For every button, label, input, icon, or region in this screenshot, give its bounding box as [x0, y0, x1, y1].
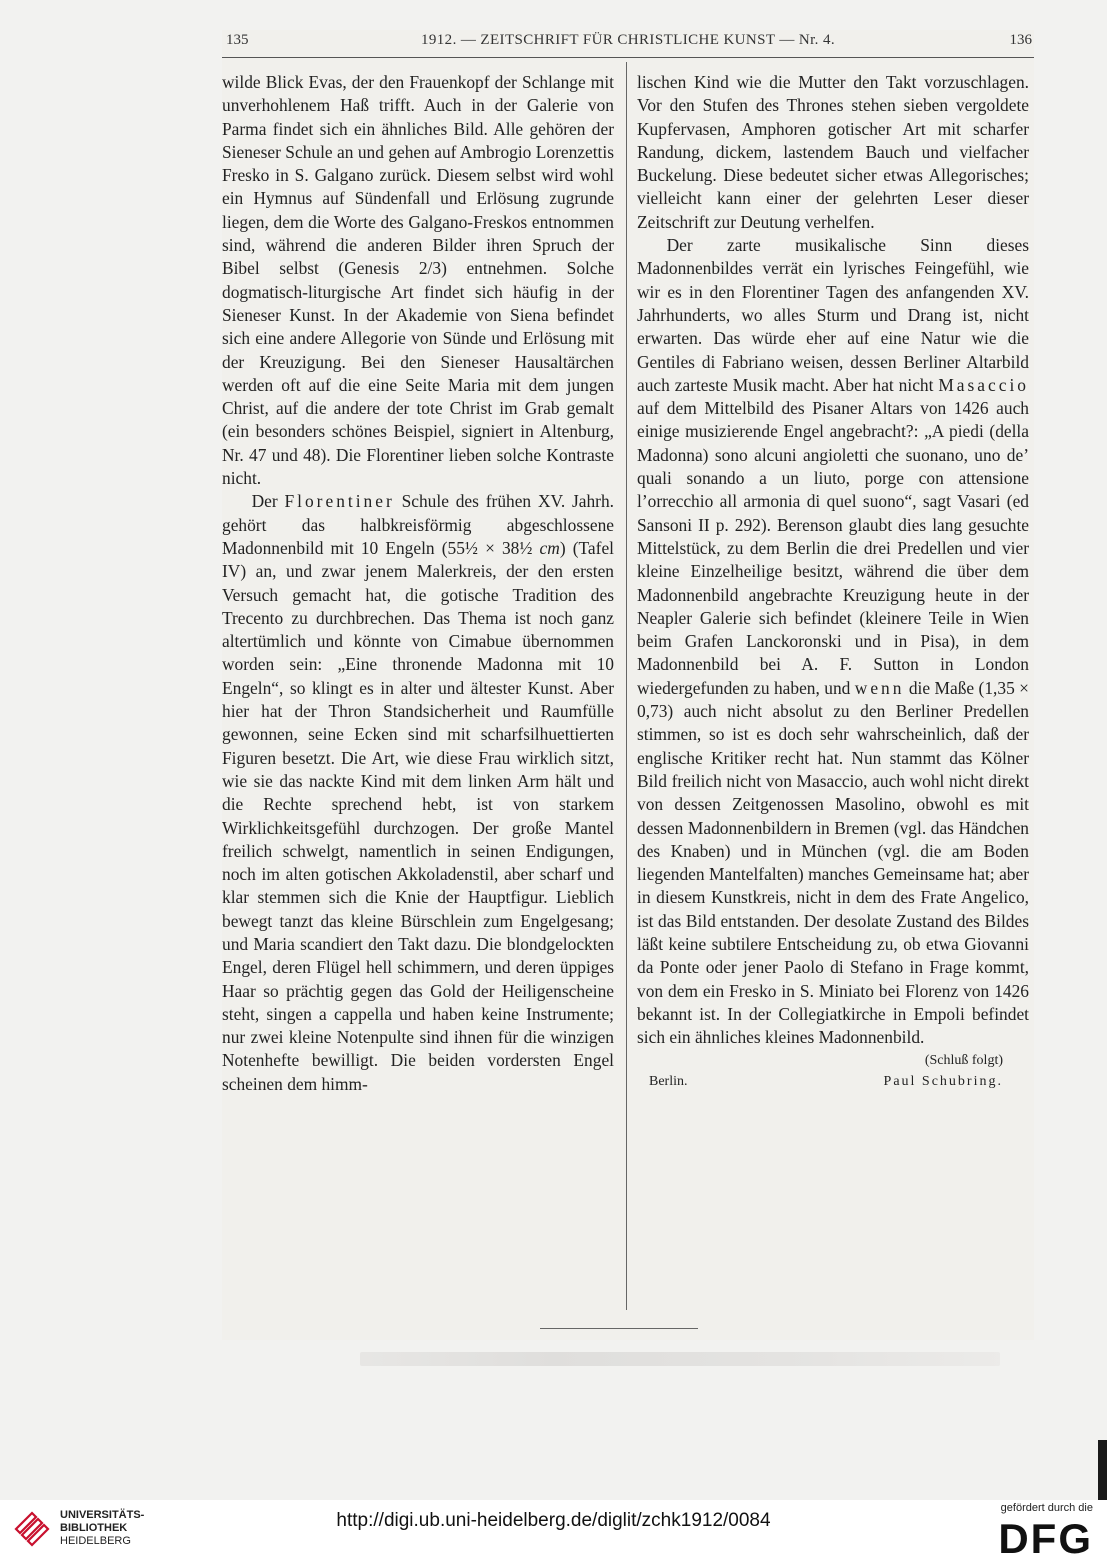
right-p2-end: die Maße (1,35 × 0,73) auch nicht absolut zu den Berliner Predellen stimmen, so ist es doch sehr wahrscheinlich, daß der englische Kritiker recht hat. Nun stammt das Kölner Bild freilich nicht von Masaccio, auch wohl nicht direkt von dessen Zeitgenossen Masolino, obwohl es mit dessen Madonnenbildern in Bremen (vgl. das Händchen des Knaben) und in München (vgl. die am Boden liegenden Mantelfalten) manches Gemeinsame hat; aber in diesem Kunstkreis, nicht in dem des Frate Angelico, ist das Bild entstanden. Der desolate Zustand des Bildes läßt keine subtilere Entscheidung zu, ob etwa Giovanni da Ponte oder jener Paolo di Stefano in Frage kommt, von dem ein Fresko in S. Miniato bei Florenz von 1426 bekannt ist. In der Collegiatkirche in Empoli befindet sich ein ähnliches kleines Madonnenbild.: [637, 677, 1029, 1048]
bottom-rule: [540, 1328, 698, 1329]
spaced-word-masaccio: Masaccio: [938, 374, 1029, 395]
right-column: [637, 71, 1029, 1093]
journal-title: 1912. — ZEITSCHRIFT FÜR CHRISTLICHE KUNST — Nr. 4.: [420, 32, 836, 48]
library-line-1: UNIVERSITÄTS-: [60, 1509, 145, 1521]
scan-edge-mark: [1098, 1440, 1107, 1500]
library-line-2: BIBLIOTHEK: [60, 1522, 128, 1534]
spaced-word-florentiner: Florentiner: [284, 491, 395, 512]
closing-note: (Schluß folgt): [924, 1053, 1003, 1069]
signature-city: Berlin.: [649, 1074, 688, 1090]
page-number-left: 135: [226, 32, 249, 48]
library-line-3: HEIDELBERG: [60, 1535, 131, 1547]
dfg-logo[interactable]: DFG: [998, 1515, 1093, 1562]
signature-row: [637, 1071, 1029, 1093]
signature-author: Paul Schubring.: [883, 1074, 1003, 1090]
funded-by-label: gefördert durch die: [1000, 1502, 1093, 1514]
left-paragraph-2: [222, 490, 614, 1096]
page-number-right: 136: [1009, 32, 1032, 48]
spaced-word-wenn: wenn: [854, 677, 905, 698]
left-p2-mid: Schule des frühen XV. Jahrh. gehört das halbkreisförmig abgeschlossene Madonnenbild mit 10 Engeln (55½ × 38½: [222, 491, 614, 558]
column-divider: [626, 62, 627, 1310]
running-header: [222, 32, 1034, 56]
show-through-caption: [360, 1352, 1000, 1366]
left-paragraph-1: wilde Blick Evas, der den Frauenkopf der Schlange mit unverhohlenem Haß trifft. Auch in der Galerie von Parma findet sich ein ähnliches Bild. Alle gehören der Sieneser Schule an und gehen auf Ambrogio Lorenzettis Fresko in S. Galgano zurück. Diesem selbst wird wohl ein Hymnus auf Sündenfall und Erlösung zugrunde liegen, dem die Worte des Galgano-Freskos entnommen sind, während die anderen Bilder ihren Spruch der Bibel selbst (Genesis 2/3) entnehmen. Solche dogmatisch-liturgische Art findet sich häufig in der Sieneser Kunst. In der Akademie von Siena befindet sich eine andere Allegorie von Sünde und Erlösung mit der Kreuzigung. Bei den Sieneser Hausaltärchen werden oft auf die eine Seite Maria mit dem jungen Christ, auf die andere der tote Christ im Grab gemalt (ein besonders schönes Beispiel, signiert in Altenburg, Nr. 47 und 48). Die Florentiner lieben solche Kontraste nicht.: [222, 72, 614, 489]
left-column: [222, 71, 614, 1096]
left-p2-rest: ) (Tafel IV) an, und zwar jenem Malerkreis, der den ersten Versuch gemacht hat, die gotische Tradition des Trecento zu durchbrechen. Das Thema ist noch ganz altertümlich und könnte von Cimabue übernommen worden sein: „Eine thronende Madonna mit 10 Engeln“, so klingt es in alter und ältester Kunst. Aber hier hat der Thron Standsicherheit und Raumfülle gewonnen, seine Ecken sind mit scharfsilhuettierten Figuren besetzt. Die Art, wie diese Frau wirklich sitzt, wie sie das nackte Kind mit dem linken Arm hält und die Rechte sprechend hebt, ist von starkem Wirklichkeitsgefühl durchzogen. Der große Mantel freilich schwelgt, namentlich in seinen Endigungen, noch im alten gotischen Akkoladenstil, aber scharf und klar stemmen sich die Knie der Hauptfigur. Lieblich bewegt tanzt das kleine Bürschlein zum Engelgesang; und Maria scandiert den Takt dazu. Die blondgelockten Engel, deren Flügel hell schimmern, und deren üppiges Haar so prächtig gegen das Gold der Heiligenscheine steht, singen a cappella und haben keine Instrumente; nur zwei kleine Notenpulte sind ihnen für die winzigen Notenhefte bewilligt. Die beiden vordersten Engel scheinen dem himm-: [222, 537, 614, 1094]
right-p2-start: Der zarte musikalische Sinn dieses Madonnenbildes verrät ein lyrisches Feingefühl, wie wir es in den Florentiner Tagen des anfangenden XV. Jahrhunderts, wo alles Sturm und Drang ist, nicht erwarten. Das würde eher auf eine Natur wie die Gentiles di Fabriano weisen, dessen Berliner Altarbild auch zarteste Musik macht. Aber hat nicht: [637, 235, 1029, 395]
header-rule: [222, 57, 1034, 58]
left-p2-start: Der: [251, 491, 278, 512]
permalink-url[interactable]: http://digi.ub.uni-heidelberg.de/diglit/zchk1912/0084: [336, 1510, 771, 1531]
right-paragraph-2: [637, 234, 1029, 1049]
unit-cm: cm: [539, 537, 560, 558]
right-paragraph-1: lischen Kind wie die Mutter den Takt vorzuschlagen. Vor den Stufen des Thrones stehen sieben vergoldete Kupfervasen, Amphoren gotischer Art mit scharfer Randung, dickem, lastendem Bauch und vielfacher Buckelung. Diese bedeutet sicher etwas Allegorisches; vielleicht kann einer der gelehrten Leser dieser Zeitschrift zur Deutung verhelfen.: [637, 72, 1029, 232]
right-p2-rest: auf dem Mittelbild des Pisaner Altars von 1426 auch einige musizierende Engel angebracht?: „A piedi (della Madonna) sono alcuni angioletti che suonano, uno de’ quali sonando a un liuto, porge con attensione l’orrecchio all armonia di quel suono“, sagt Vasari (ed Sansoni II p. 292). Berenson glaubt dies lang gesuchte Mittelstück, zu dem Berlin die drei Predellen und vier kleine Einzelheilige besitzt, während die über dem Madonnenbild angebrachte Kreuzigung heute in der Neapler Galerie sich befindet (kleinere Teile in Wien beim Grafen Lanckoronski und in Pisa), in dem Madonnenbild bei A. F. Sutton in London wiedergefunden zu haben, und: [637, 398, 1029, 698]
